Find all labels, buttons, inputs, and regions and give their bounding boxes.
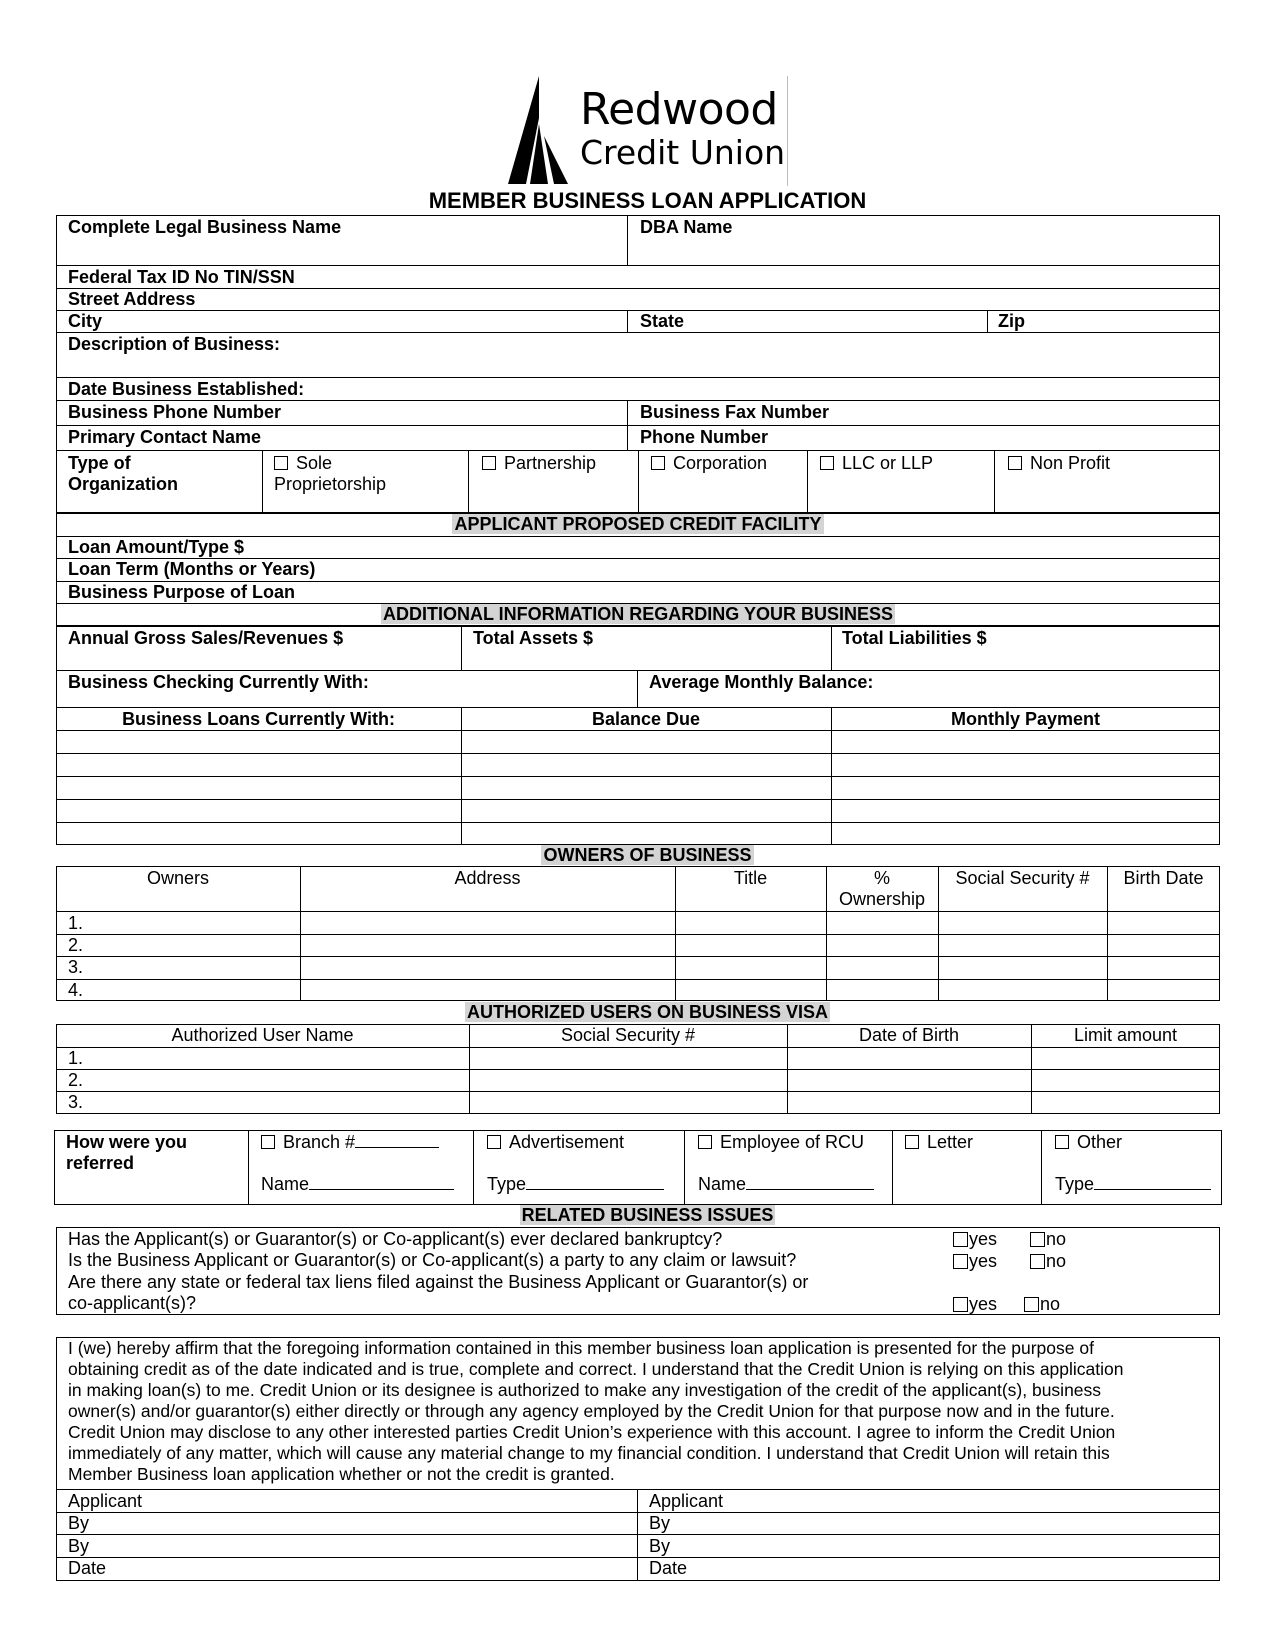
logo-text-credit-union: Credit Union (580, 133, 786, 172)
primary-contact-field[interactable]: Primary Contact Name (68, 427, 262, 447)
credit-facility-heading: APPLICANT PROPOSED CREDIT FACILITY (454, 514, 822, 534)
bankruptcy-yes[interactable]: yes (953, 1229, 997, 1250)
checkbox-icon[interactable] (1030, 1254, 1045, 1269)
total-liabilities-field[interactable]: Total Liabilities $ (842, 628, 987, 648)
additional-info-table (56, 626, 1220, 845)
referral-other-option[interactable]: Other (1055, 1132, 1122, 1153)
owner-row-1[interactable]: 1. (68, 913, 84, 933)
org-type-label: Type of Organization (68, 453, 179, 494)
auth-user-row-2[interactable]: 2. (68, 1070, 84, 1090)
applicant-2-label[interactable]: Applicant (649, 1491, 724, 1511)
checkbox-icon[interactable] (820, 456, 834, 470)
auth-user-name-header: Authorized User Name (171, 1025, 354, 1045)
checkbox-icon[interactable] (953, 1254, 968, 1269)
checkbox-icon[interactable] (274, 456, 288, 470)
owner-row-3[interactable]: 3. (68, 957, 84, 977)
logo-divider (787, 76, 788, 186)
checkbox-icon[interactable] (1055, 1135, 1069, 1149)
checkbox-icon[interactable] (1030, 1232, 1045, 1247)
monthly-payment-header: Monthly Payment (950, 709, 1101, 729)
owner-row-2[interactable]: 2. (68, 935, 84, 955)
applicant-2-by-2[interactable]: By (649, 1536, 671, 1556)
referral-letter-option[interactable]: Letter (905, 1132, 973, 1153)
tax-liens-question: Are there any state or federal tax liens filed against the Business Applicant or Guarantor(s) or co-applicant(s)? (68, 1272, 809, 1313)
referral-employee-name-field[interactable]: Name (698, 1174, 874, 1195)
federal-tax-id-field[interactable]: Federal Tax ID No TIN/SSN (68, 267, 295, 287)
checkbox-icon[interactable] (1024, 1297, 1039, 1312)
org-type-sole-proprietorship[interactable]: Sole Proprietorship (274, 453, 387, 494)
redwood-logo-icon (508, 76, 570, 185)
average-balance-field[interactable]: Average Monthly Balance: (649, 672, 874, 692)
bankruptcy-question: Has the Applicant(s) or Guarantor(s) or Co-applicant(s) ever declared bankruptcy? (68, 1229, 723, 1249)
lawsuit-yes[interactable]: yes (953, 1251, 997, 1272)
org-type-llc[interactable]: LLC or LLP (820, 453, 933, 474)
referral-label: How were you referred (66, 1132, 188, 1173)
gross-sales-field[interactable]: Annual Gross Sales/Revenues $ (68, 628, 344, 648)
ssn-header: Social Security # (955, 868, 1090, 888)
referral-employee-option[interactable]: Employee of RCU (698, 1132, 864, 1153)
auth-user-dob-header: Date of Birth (858, 1025, 960, 1045)
city-field[interactable]: City (68, 311, 103, 331)
loan-term-field[interactable]: Loan Term (Months or Years) (68, 559, 316, 579)
org-type-non-profit[interactable]: Non Profit (1008, 453, 1110, 474)
birth-date-header: Birth Date (1123, 868, 1204, 888)
applicant-1-by-1[interactable]: By (68, 1513, 90, 1533)
street-address-field[interactable]: Street Address (68, 289, 196, 309)
additional-info-heading: ADDITIONAL INFORMATION REGARDING YOUR BUSINESS (382, 604, 894, 624)
checkbox-icon[interactable] (482, 456, 496, 470)
auth-user-row-1[interactable]: 1. (68, 1048, 84, 1068)
checkbox-icon[interactable] (953, 1232, 968, 1247)
business-fax-field[interactable]: Business Fax Number (640, 402, 830, 422)
referral-advertisement-option[interactable]: Advertisement (487, 1132, 624, 1153)
applicant-1-by-2[interactable]: By (68, 1536, 90, 1556)
zip-field[interactable]: Zip (998, 311, 1025, 331)
owners-heading: OWNERS OF BUSINESS (543, 845, 752, 865)
applicant-2-date[interactable]: Date (649, 1558, 688, 1578)
referral-branch-name-field[interactable]: Name (261, 1174, 454, 1195)
affirmation-text: I (we) hereby affirm that the foregoing information contained in this member business loan application is presented for the purpose of obtaining credit as of the date indicated and is true, complete and correct. I understand that the Credit Union is relying on this application in making loan(s) to me. Credit Union or its designee is authorized to make any investigation of the credit of the applicant(s), business owner(s) and/or guarantor(s) either directly or through any agency employed by the Credit Union for that purpose now and in the future. Credit Union may disclose to any other interested parties Credit Union’s experience with this account. I agree to inform the Credit Union immediately of any matter, which will cause any material change to my financial condition. I understand that Credit Union will retain this Member Business loan application whether or not the credit is granted. (68, 1338, 1124, 1484)
description-field[interactable]: Description of Business: (68, 334, 281, 354)
owners-header: Owners (146, 868, 209, 888)
date-established-field[interactable]: Date Business Established: (68, 379, 305, 399)
org-type-corporation[interactable]: Corporation (651, 453, 767, 474)
org-type-partnership[interactable]: Partnership (482, 453, 596, 474)
tax-liens-no[interactable]: no (1024, 1294, 1060, 1315)
legal-business-name-field[interactable]: Complete Legal Business Name (68, 217, 342, 237)
applicant-1-label[interactable]: Applicant (68, 1491, 143, 1511)
checkbox-icon[interactable] (905, 1135, 919, 1149)
bankruptcy-no[interactable]: no (1030, 1229, 1066, 1250)
loan-amount-field[interactable]: Loan Amount/Type $ (68, 537, 245, 557)
auth-user-row-3[interactable]: 3. (68, 1092, 84, 1112)
balance-due-header: Balance Due (591, 709, 701, 729)
logo-text-redwood: Redwood (580, 84, 778, 135)
applicant-2-by-1[interactable]: By (649, 1513, 671, 1533)
contact-phone-field[interactable]: Phone Number (640, 427, 769, 447)
auth-users-heading: AUTHORIZED USERS ON BUSINESS VISA (466, 1002, 829, 1022)
owner-row-4[interactable]: 4. (68, 980, 84, 1000)
referral-other-type-field[interactable]: Type (1055, 1174, 1211, 1195)
ownership-header: % Ownership (838, 868, 926, 909)
auth-user-limit-header: Limit amount (1073, 1025, 1178, 1045)
total-assets-field[interactable]: Total Assets $ (473, 628, 594, 648)
auth-user-ssn-header: Social Security # (560, 1025, 696, 1045)
related-issues-heading: RELATED BUSINESS ISSUES (521, 1205, 774, 1225)
state-field[interactable]: State (640, 311, 685, 331)
address-header: Address (454, 868, 521, 888)
tax-liens-yes[interactable]: yes (953, 1294, 997, 1315)
applicant-1-date[interactable]: Date (68, 1558, 107, 1578)
referral-advertisement-type-field[interactable]: Type (487, 1174, 664, 1195)
checkbox-icon[interactable] (487, 1135, 501, 1149)
page-title: MEMBER BUSINESS LOAN APPLICATION (428, 188, 867, 213)
checkbox-icon[interactable] (651, 456, 665, 470)
checkbox-icon[interactable] (953, 1297, 968, 1312)
loan-purpose-field[interactable]: Business Purpose of Loan (68, 582, 296, 602)
lawsuit-question: Is the Business Applicant or Guarantor(s) or Co-applicant(s) a party to any claim or lawsuit? (68, 1250, 797, 1270)
checkbox-icon[interactable] (698, 1135, 712, 1149)
checkbox-icon[interactable] (261, 1135, 275, 1149)
lawsuit-no[interactable]: no (1030, 1251, 1066, 1272)
loans-with-header: Business Loans Currently With: (122, 709, 395, 729)
title-header: Title (733, 868, 768, 888)
checkbox-icon[interactable] (1008, 456, 1022, 470)
business-phone-field[interactable]: Business Phone Number (68, 402, 282, 422)
referral-branch-option[interactable]: Branch # (261, 1132, 439, 1153)
business-checking-field[interactable]: Business Checking Currently With: (68, 672, 369, 692)
dba-name-field[interactable]: DBA Name (640, 217, 733, 237)
